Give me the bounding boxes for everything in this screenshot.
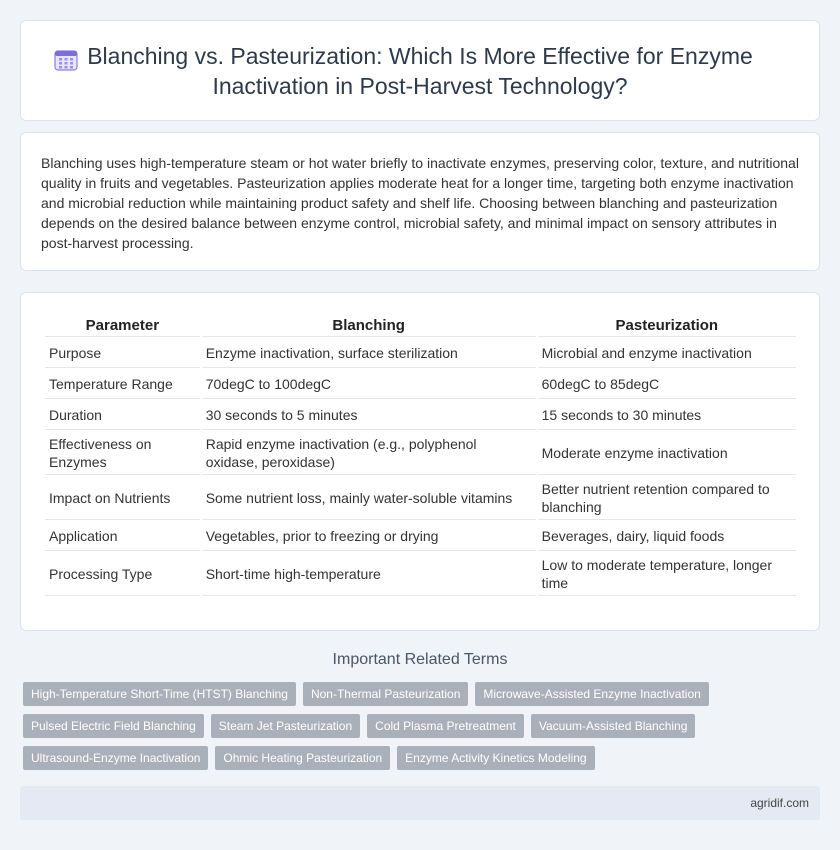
header-parameter: Parameter	[45, 315, 200, 337]
cell-pasteurization: 60degC to 85degC	[538, 370, 796, 399]
cell-parameter: Purpose	[45, 339, 200, 368]
cell-blanching: Vegetables, prior to freezing or drying	[202, 522, 536, 551]
summary-card	[20, 132, 820, 271]
cell-pasteurization: Better nutrient retention compared to blanching	[538, 477, 796, 520]
footer	[20, 786, 820, 820]
table-row	[45, 401, 796, 430]
title-card	[20, 20, 820, 121]
table-row	[45, 522, 796, 551]
page-title: Blanching vs. Pasteurization: Which Is More Effective for Enzyme Inactivation in Post-Harvest Technology?	[87, 42, 753, 99]
cell-blanching: Rapid enzyme inactivation (e.g., polyphenol oxidase, peroxidase)	[202, 432, 536, 475]
cell-pasteurization: Microbial and enzyme inactivation	[538, 339, 796, 368]
cell-blanching: Some nutrient loss, mainly water-soluble vitamins	[202, 477, 536, 520]
related-term-tag[interactable]: High-Temperature Short-Time (HTST) Blanching	[23, 682, 296, 706]
cell-pasteurization: 15 seconds to 30 minutes	[538, 401, 796, 430]
cell-pasteurization: Moderate enzyme inactivation	[538, 432, 796, 475]
related-term-tag[interactable]: Cold Plasma Pretreatment	[367, 714, 524, 738]
cell-parameter: Impact on Nutrients	[45, 477, 200, 520]
comparison-table	[43, 313, 798, 598]
cell-parameter: Processing Type	[45, 553, 200, 596]
cell-parameter: Duration	[45, 401, 200, 430]
cell-parameter: Application	[45, 522, 200, 551]
related-term-tag[interactable]: Vacuum-Assisted Blanching	[531, 714, 696, 738]
summary-text: Blanching uses high-temperature steam or hot water briefly to inactivate enzymes, preserving color, texture, and nutritional quality in fruits and vegetables. Pasteurization applies moderate heat for a longer time, targeting both enzyme inactivation and microbial reduction while maintaining product safety and shelf life. Choosing between blanching and pasteurization depends on the desired balance between enzyme control, microbial safety, and minimal impact on sensory attributes in post-harvest processing.	[41, 155, 799, 251]
comparison-table-card	[20, 292, 820, 631]
table-row	[45, 339, 796, 368]
related-term-tag[interactable]: Non-Thermal Pasteurization	[303, 682, 468, 706]
table-row	[45, 553, 796, 596]
related-term-tag[interactable]: Ohmic Heating Pasteurization	[215, 746, 390, 770]
cell-pasteurization: Low to moderate temperature, longer time	[538, 553, 796, 596]
header-blanching: Blanching	[202, 315, 536, 337]
cell-blanching: Short-time high-temperature	[202, 553, 536, 596]
related-term-tag[interactable]: Pulsed Electric Field Blanching	[23, 714, 204, 738]
cell-blanching: Enzyme inactivation, surface sterilization	[202, 339, 536, 368]
cell-parameter: Temperature Range	[45, 370, 200, 399]
related-term-tag[interactable]: Ultrasound-Enzyme Inactivation	[23, 746, 208, 770]
cell-blanching: 30 seconds to 5 minutes	[202, 401, 536, 430]
footer-site-link[interactable]: agridif.com	[750, 796, 809, 810]
cell-blanching: 70degC to 100degC	[202, 370, 536, 399]
related-terms-tags	[23, 682, 813, 778]
table-row	[45, 370, 796, 399]
related-term-tag[interactable]: Steam Jet Pasteurization	[211, 714, 360, 738]
related-terms-heading: Important Related Terms	[332, 651, 508, 668]
header-pasteurization: Pasteurization	[538, 315, 796, 337]
table-row	[45, 477, 796, 520]
cell-pasteurization: Beverages, dairy, liquid foods	[538, 522, 796, 551]
related-term-tag[interactable]: Enzyme Activity Kinetics Modeling	[397, 746, 594, 770]
related-term-tag[interactable]: Microwave-Assisted Enzyme Inactivation	[475, 682, 708, 706]
table-header-row	[45, 315, 796, 337]
cell-parameter: Effectiveness on Enzymes	[45, 432, 200, 475]
table-row	[45, 432, 796, 475]
